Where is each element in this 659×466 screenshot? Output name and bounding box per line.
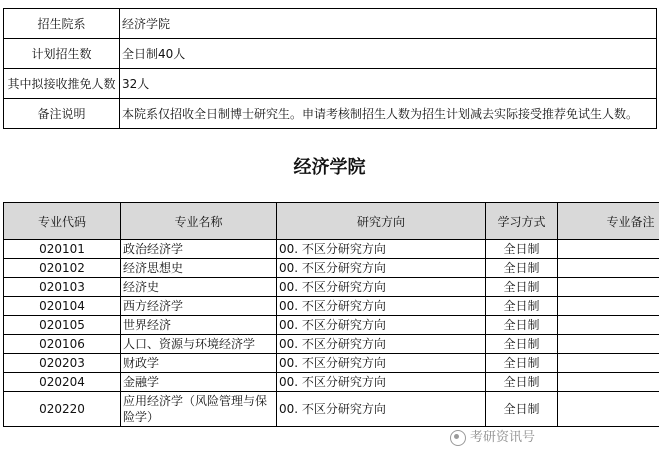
- header-remark: 专业备注: [558, 203, 659, 240]
- major-table-header: [4, 203, 659, 240]
- info-value: 经济学院: [120, 9, 657, 39]
- header-mode: 学习方式: [486, 203, 558, 240]
- major-remark: [558, 354, 659, 373]
- admission-info-table: [3, 8, 657, 129]
- major-name: 政治经济学: [121, 240, 277, 259]
- major-direction: 00. 不区分研究方向: [277, 259, 486, 278]
- header-name: 专业名称: [121, 203, 277, 240]
- info-label: 其中拟接收推免人数: [4, 69, 120, 99]
- major-mode: 全日制: [486, 373, 558, 392]
- major-code: 020104: [4, 297, 121, 316]
- major-code: 020220: [4, 392, 121, 427]
- major-direction: 00. 不区分研究方向: [277, 392, 486, 427]
- major-code: 020203: [4, 354, 121, 373]
- major-name: 金融学: [121, 373, 277, 392]
- major-remark: [558, 297, 659, 316]
- major-mode: 全日制: [486, 316, 558, 335]
- info-value: 本院系仅招收全日制博士研究生。申请考核制招生人数为招生计划减去实际接受推荐免试生人数。: [120, 99, 657, 129]
- watermark: [450, 426, 535, 446]
- major-mode: 全日制: [486, 297, 558, 316]
- major-remark: [558, 392, 659, 427]
- info-value: 32人: [120, 69, 657, 99]
- info-label: 备注说明: [4, 99, 120, 129]
- major-table: [3, 202, 659, 427]
- major-name: 财政学: [121, 354, 277, 373]
- major-name: 西方经济学: [121, 297, 277, 316]
- major-mode: 全日制: [486, 259, 558, 278]
- section-title: 经济学院: [293, 157, 366, 178]
- table-row: [4, 373, 659, 392]
- major-code: 020102: [4, 259, 121, 278]
- info-row-remarks: [4, 99, 657, 129]
- major-code: 020101: [4, 240, 121, 259]
- major-name: 经济思想史: [121, 259, 277, 278]
- major-remark: [558, 335, 659, 354]
- info-row-recommended: [4, 69, 657, 99]
- major-direction: 00. 不区分研究方向: [277, 297, 486, 316]
- header-code: 专业代码: [4, 203, 121, 240]
- major-mode: 全日制: [486, 240, 558, 259]
- info-label: 计划招生数: [4, 39, 120, 69]
- major-code: 020106: [4, 335, 121, 354]
- table-row: [4, 297, 659, 316]
- table-row: [4, 335, 659, 354]
- major-mode: 全日制: [486, 335, 558, 354]
- major-mode: 全日制: [486, 354, 558, 373]
- table-row: [4, 392, 659, 427]
- table-row: [4, 240, 659, 259]
- major-direction: 00. 不区分研究方向: [277, 316, 486, 335]
- major-direction: 00. 不区分研究方向: [277, 240, 486, 259]
- major-code: 020105: [4, 316, 121, 335]
- table-row: [4, 316, 659, 335]
- major-direction: 00. 不区分研究方向: [277, 335, 486, 354]
- major-remark: [558, 240, 659, 259]
- major-name: 经济史: [121, 278, 277, 297]
- major-direction: 00. 不区分研究方向: [277, 373, 486, 392]
- major-code: 020103: [4, 278, 121, 297]
- header-direction: 研究方向: [277, 203, 486, 240]
- major-remark: [558, 373, 659, 392]
- major-remark: [558, 278, 659, 297]
- major-code: 020204: [4, 373, 121, 392]
- wechat-icon: [450, 430, 466, 446]
- major-name: 人口、资源与环境经济学: [121, 335, 277, 354]
- table-row: [4, 278, 659, 297]
- info-row-plan: [4, 39, 657, 69]
- major-mode: 全日制: [486, 278, 558, 297]
- watermark-text: 考研资讯号: [470, 430, 536, 445]
- info-label: 招生院系: [4, 9, 120, 39]
- major-direction: 00. 不区分研究方向: [277, 278, 486, 297]
- major-mode: 全日制: [486, 392, 558, 427]
- table-row: [4, 354, 659, 373]
- table-row: [4, 259, 659, 278]
- major-direction: 00. 不区分研究方向: [277, 354, 486, 373]
- major-remark: [558, 316, 659, 335]
- info-value: 全日制40人: [120, 39, 657, 69]
- major-name: 世界经济: [121, 316, 277, 335]
- major-remark: [558, 259, 659, 278]
- major-name: 应用经济学（风险管理与保险学）: [121, 392, 277, 427]
- info-row-department: [4, 9, 657, 39]
